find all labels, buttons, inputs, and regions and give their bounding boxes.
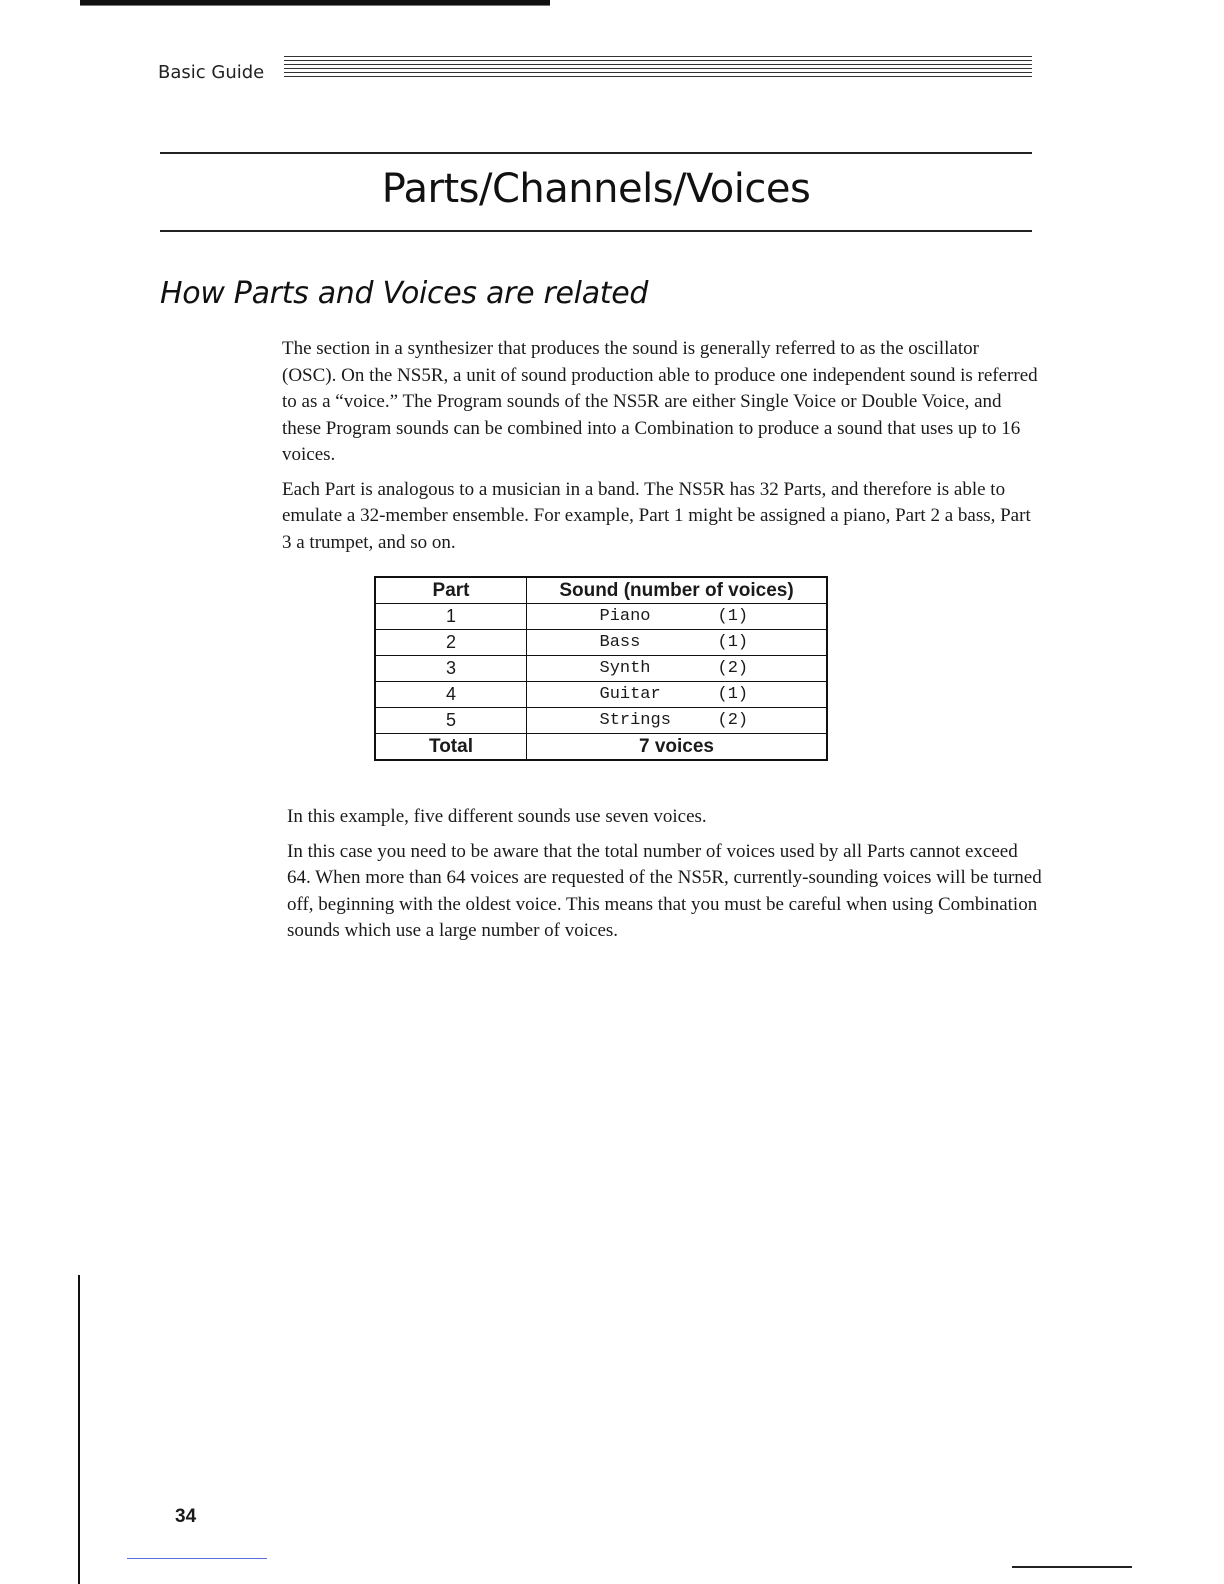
voice-count: (1)	[717, 685, 749, 704]
part-column-header: Part	[375, 577, 527, 604]
chapter-title-block	[160, 152, 1032, 236]
sound-cell	[527, 630, 828, 656]
sound-cell	[527, 604, 828, 630]
title-rule-bottom	[160, 230, 1032, 232]
sound-name: Piano	[599, 607, 651, 626]
voice-count: (2)	[717, 659, 749, 678]
sound-cell	[527, 656, 828, 682]
part-cell: 3	[375, 656, 527, 682]
part-cell: 2	[375, 630, 527, 656]
page-number: 34	[175, 1506, 197, 1527]
paragraph-example: In this example, five different sounds use seven voices.	[287, 806, 707, 827]
sound-column-header: Sound (number of voices)	[527, 577, 828, 604]
voice-count: (1)	[717, 633, 749, 652]
sound-name: Synth	[599, 659, 651, 678]
sound-cell	[527, 682, 828, 708]
voice-count: (2)	[717, 711, 749, 730]
table-header-row	[375, 577, 827, 604]
table-row	[375, 656, 827, 682]
table-row	[375, 604, 827, 630]
example-text	[287, 804, 1043, 953]
bottom-rule-right	[1012, 1566, 1132, 1568]
part-cell: 4	[375, 682, 527, 708]
running-header: Basic Guide	[158, 62, 265, 83]
top-edge-rule-thin	[80, 5, 550, 6]
total-row	[375, 734, 827, 761]
paragraph-parts: Each Part is analogous to a musician in a band. The NS5R has 32 Parts, and therefore is able to emulate a 32-member ensemble. For example, Part 1 might be assigned a piano, Part 2 a bass, Part 3 a trumpet, and so on.	[282, 478, 1031, 553]
total-value: 7 voices	[527, 734, 828, 761]
section-heading: How Parts and Voices are related	[160, 276, 649, 311]
total-label: Total	[375, 734, 527, 761]
paragraph-oscillator: The section in a synthesizer that produces the sound is generally referred to as the oscillator (OSC). On the NS5R, a unit of sound production able to produce one independent sound is referred to as a “voice.” The Program sounds of the NS5R are either Single Voice or Double Voice, and these Program sounds can be combined into a Combination to produce a sound that uses up to 16 voices.	[282, 338, 1038, 465]
sound-name: Guitar	[599, 685, 661, 704]
voice-count: (1)	[717, 607, 749, 626]
parts-voices-table	[374, 576, 828, 761]
bottom-rule-left	[127, 1558, 267, 1559]
table-row	[375, 682, 827, 708]
paragraph-voice-limit: In this case you need to be aware that the total number of voices used by all Parts cannot exceed 64. When more than 64 voices are requested of the NS5R, currently-sounding voices will be turned off, beginning with the oldest voice. This means that you must be careful when using Combination sounds which use a large number of voices.	[287, 840, 1042, 941]
left-margin-bar	[78, 1275, 80, 1584]
intro-text	[282, 336, 1038, 564]
header-rule-lines	[284, 56, 1032, 78]
sound-cell	[527, 708, 828, 734]
chapter-title: Parts/Channels/Voices	[381, 166, 811, 212]
table-row	[375, 708, 827, 734]
part-cell: 5	[375, 708, 527, 734]
title-rule-top	[160, 152, 1032, 154]
sound-name: Strings	[599, 711, 671, 730]
sound-name: Bass	[599, 633, 641, 652]
table-row	[375, 630, 827, 656]
part-cell: 1	[375, 604, 527, 630]
